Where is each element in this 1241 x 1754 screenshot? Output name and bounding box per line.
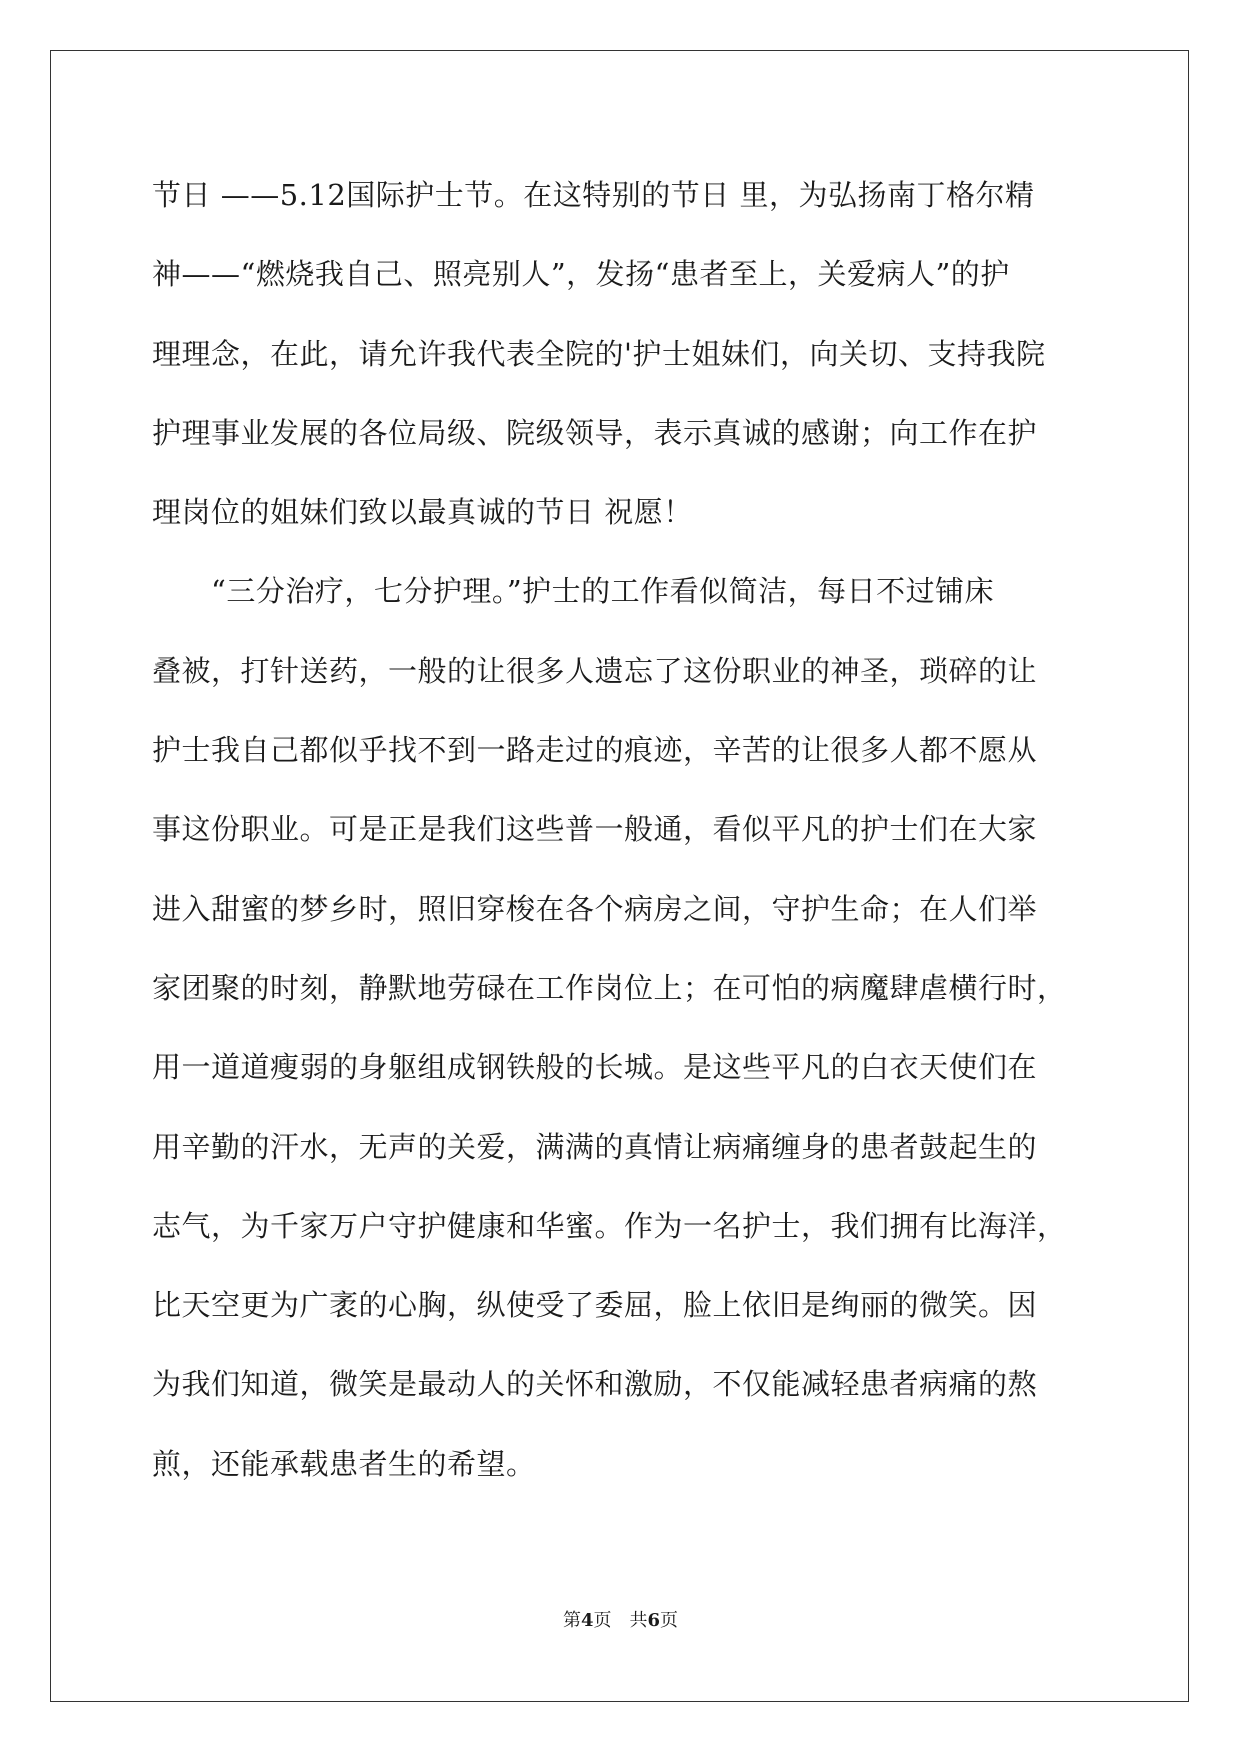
text-line-14: 志气，为千家万户守护健康和华蜜。作为一名护士，我们拥有比海洋， (152, 1208, 1067, 1243)
text-line-13: 用辛勤的汗水，无声的关爱，满满的真情让病痛缠身的患者鼓起生的 (152, 1129, 1038, 1164)
current-page-number: 4 (580, 1610, 594, 1631)
text-line-2: 神——“燃烧我自己、照亮别人”，发扬“患者至上，关爱病人”的护 (152, 257, 1010, 292)
text-line-17: 煎，还能承载患者生的希望。 (152, 1446, 536, 1481)
page-suffix: 页 (660, 1610, 679, 1631)
text-line-6: “三分治疗，七分护理。”护士的工作看似简洁，每日不过铺床 (211, 574, 995, 609)
text-line-12: 用一道道瘦弱的身躯组成钢铁般的长城。是这些平凡的白衣天使们在 (152, 1050, 1038, 1085)
text-line-4: 护理事业发展的各位局级、院级领导，表示真诚的感谢；向工作在护 (152, 415, 1038, 450)
text-line-7: 叠被，打针送药，一般的让很多人遗忘了这份职业的神圣，琐碎的让 (152, 653, 1038, 688)
document-body (152, 156, 1092, 1504)
text-line-16: 为我们知道，微笑是最动人的关怀和激励，不仅能减轻患者病痛的熬 (152, 1367, 1038, 1402)
text-line-11: 家团聚的时刻，静默地劳碌在工作岗位上；在可怕的病魔肆虐横行时， (152, 970, 1067, 1005)
text-line-10: 进入甜蜜的梦乡时，照旧穿梭在各个病房之间，守护生命；在人们举 (152, 891, 1038, 926)
page-mid: 页 共 (593, 1610, 648, 1631)
total-page-number: 6 (647, 1610, 661, 1631)
text-line-3: 理理念，在此，请允许我代表全院的'护士姐妹们，向关切、支持我院 (152, 336, 1046, 371)
text-line-9: 事这份职业。可是正是我们这些普一般通，看似平凡的护士们在大家 (152, 812, 1038, 847)
text-line-15: 比天空更为广袤的心胸，纵使受了委屈，脸上依旧是绚丽的微笑。因 (152, 1288, 1038, 1323)
page-footer (0, 1606, 1241, 1632)
text-line-8: 护士我自己都似乎找不到一路走过的痕迹，辛苦的让很多人都不愿从 (152, 733, 1038, 768)
text-line-5: 理岗位的姐妹们致以最真诚的节日 祝愿！ (152, 495, 693, 530)
page-prefix: 第 (562, 1610, 581, 1631)
text-line-1: 节日 ——5.12国际护士节。在这特别的节日 里，为弘扬南丁格尔精 (152, 178, 1035, 212)
